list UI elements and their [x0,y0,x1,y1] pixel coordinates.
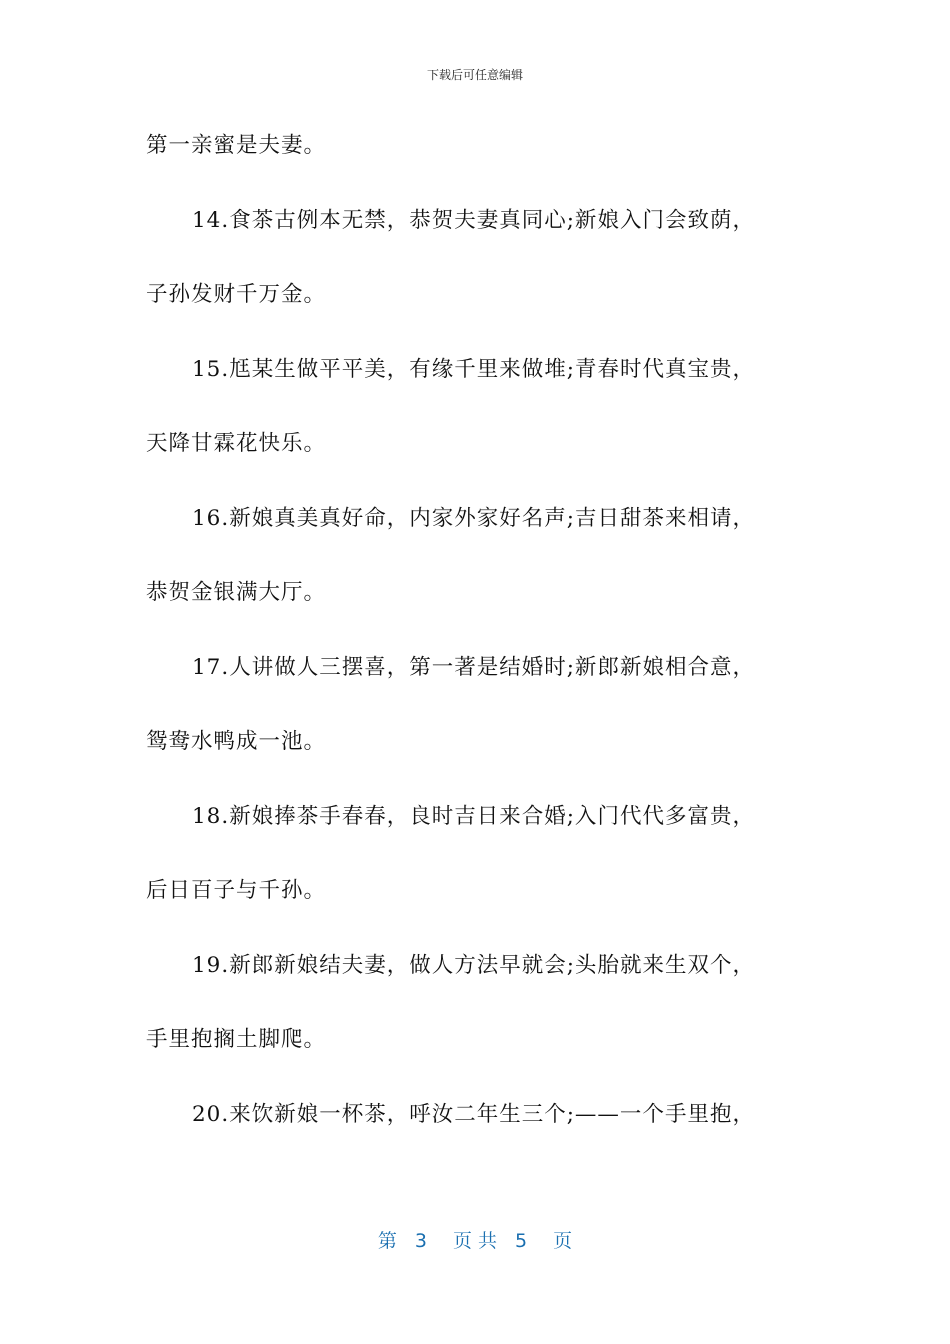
current-page-number: 3 [414,1230,427,1252]
body-line: 鸳鸯水鸭成一池。 [146,729,327,754]
body-line: 恭贺金银满大厅。 [146,580,327,605]
body-line: 18.新娘捧茶手春春，良时吉日来合婚;入门代代多富贵， [192,804,755,829]
body-line: 第一亲蜜是夫妻。 [146,133,327,158]
total-pages-number: 5 [515,1230,528,1252]
body-line: 17.人讲做人三摆喜，第一著是结婚时;新郎新娘相合意， [192,655,755,680]
body-line: 手里抱搁土脚爬。 [146,1027,327,1052]
footer-prefix: 第 [377,1230,397,1252]
body-line: 15.尪某生做平平美，有缘千里来做堆;青春时代真宝贵， [192,357,755,382]
footer-middle: 页 共 [452,1230,498,1252]
footer-suffix: 页 [553,1230,573,1252]
body-line: 天降甘霖花快乐。 [146,431,327,456]
body-line: 19.新郎新娘结夫妻，做人方法早就会;头胎就来生双个， [192,953,755,978]
page-footer [0,1226,950,1253]
page-header: 下载后可任意编辑 [426,68,523,82]
body-line: 后日百子与千孙。 [146,878,327,903]
body-line: 14.食茶古例本无禁，恭贺夫妻真同心;新娘入门会致荫， [192,208,755,233]
body-line: 子孙发财千万金。 [146,282,327,307]
body-line: 16.新娘真美真好命，内家外家好名声;吉日甜茶来相请， [192,506,755,531]
body-line: 20.来饮新娘一杯茶，呼汝二年生三个;——一个手里抱， [192,1102,755,1127]
